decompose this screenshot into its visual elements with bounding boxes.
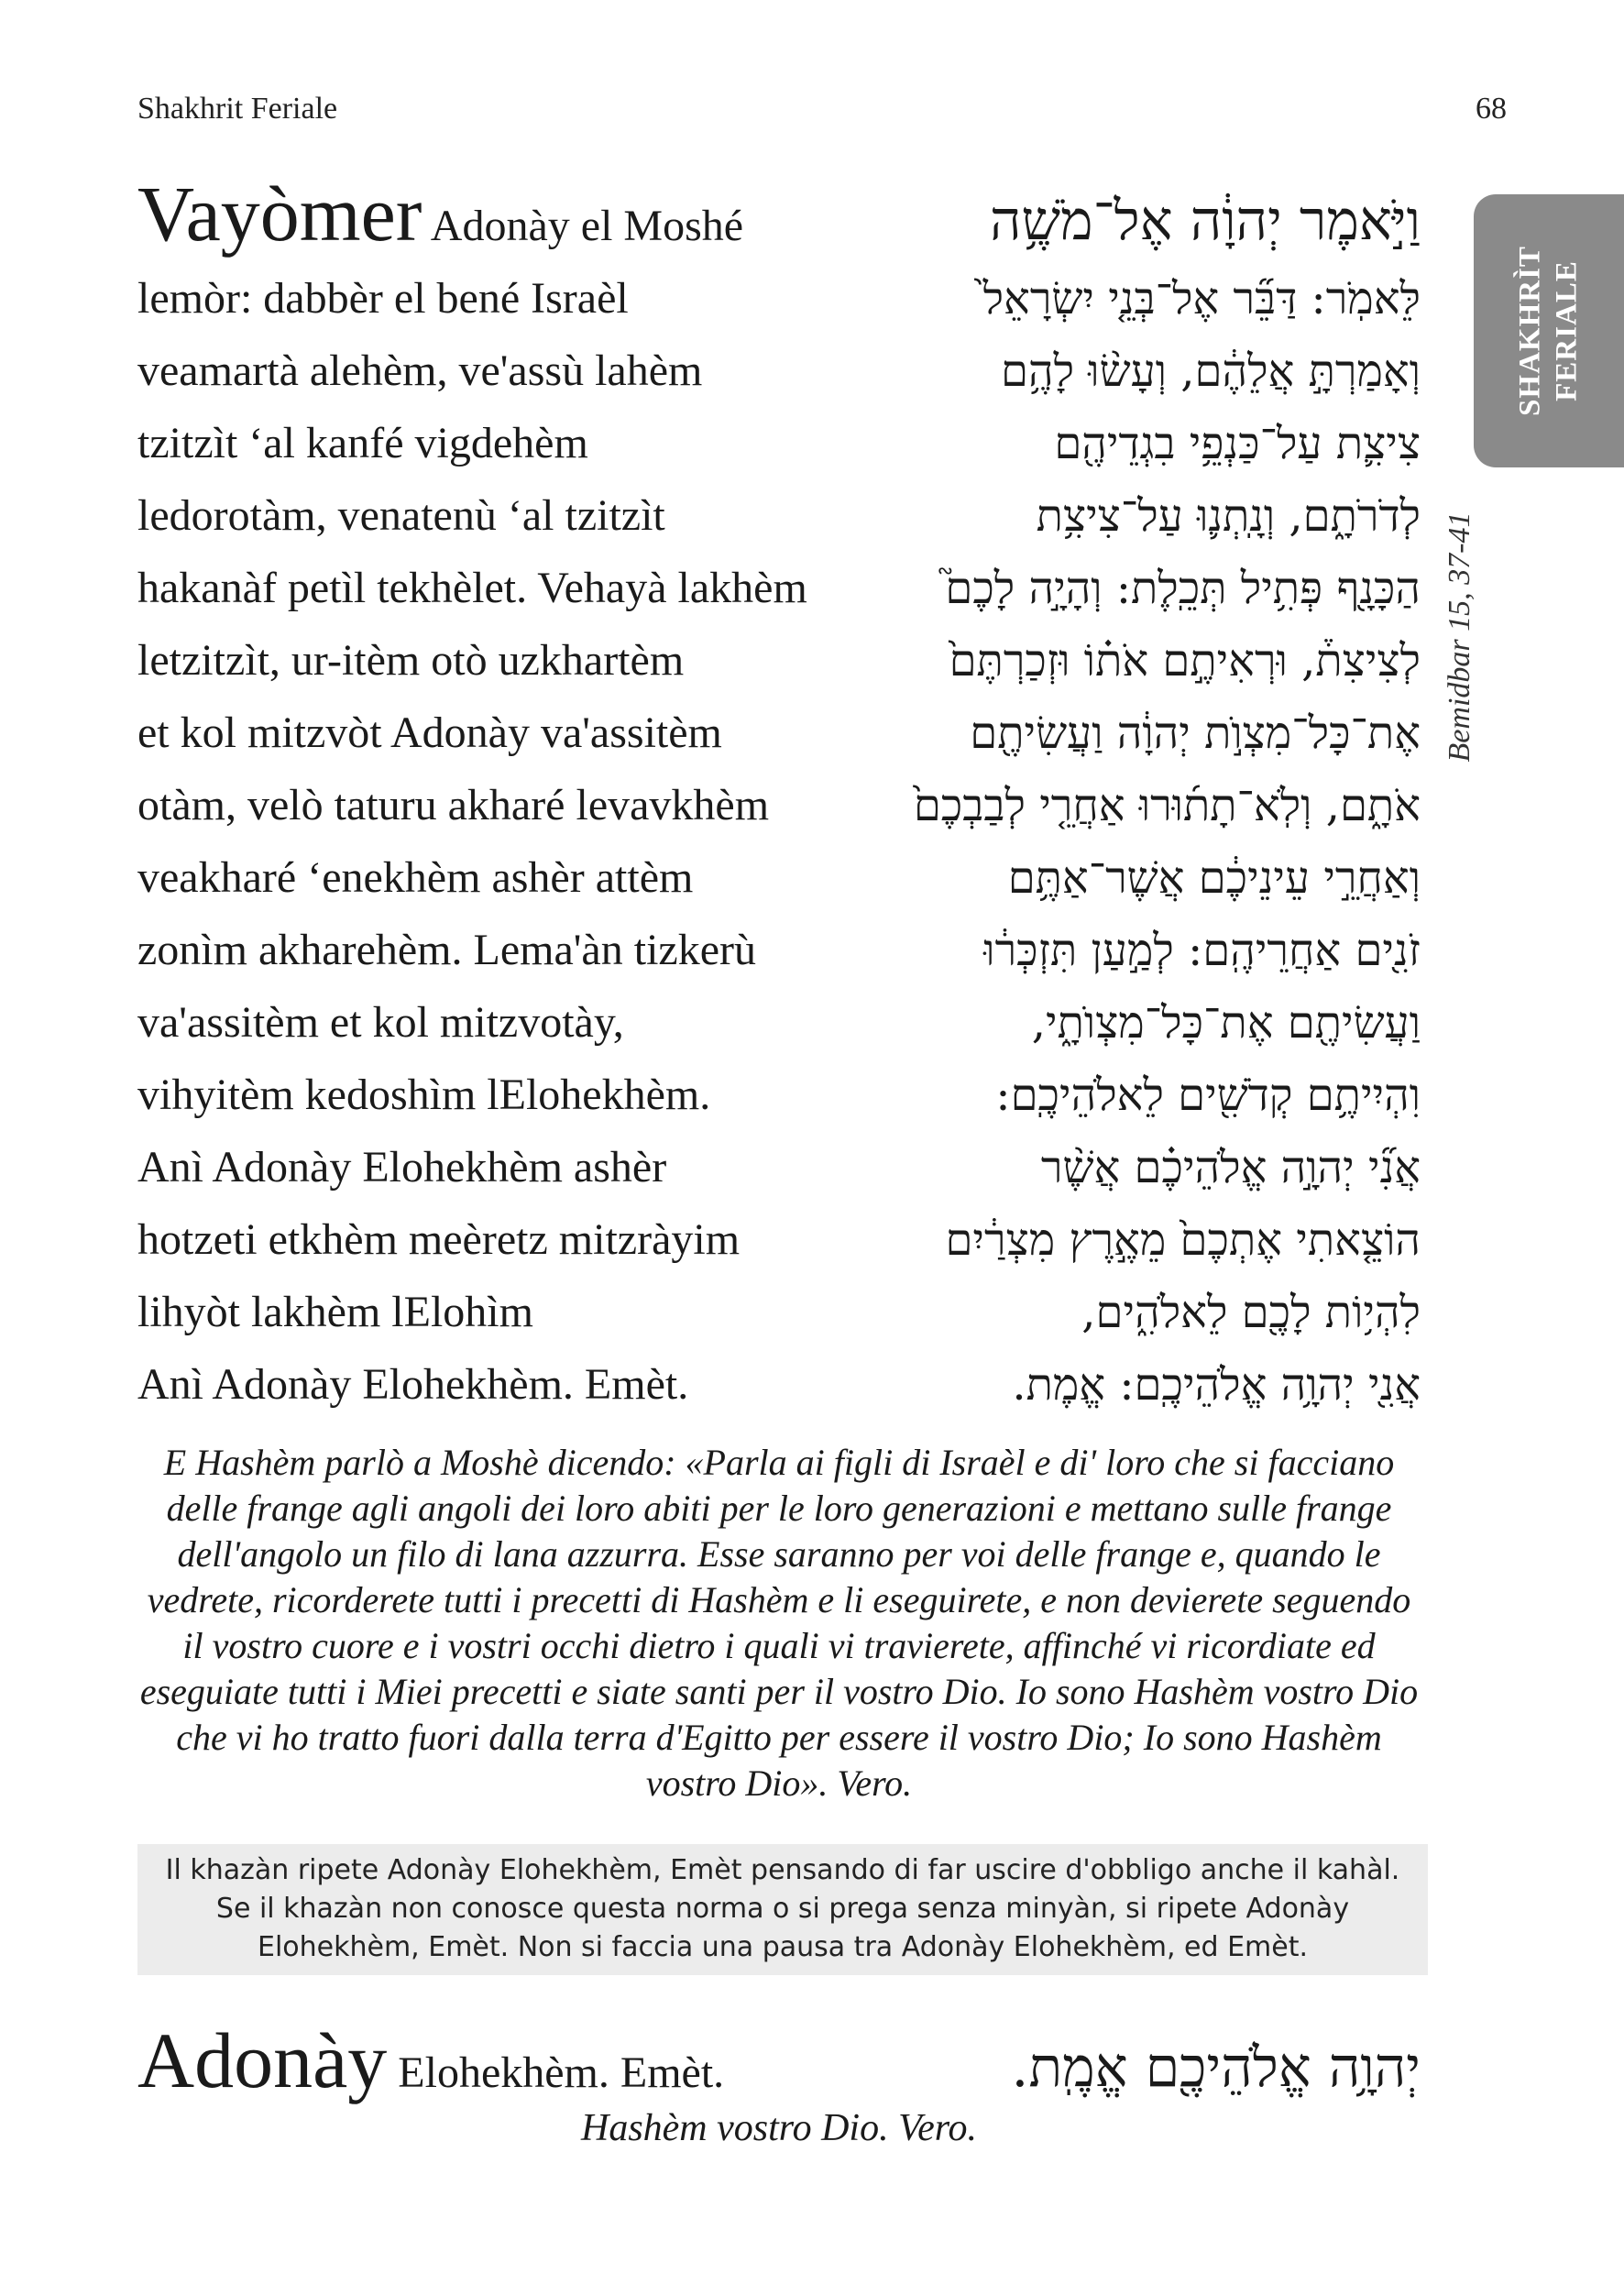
scripture-reference-text: Bemidbar 15, 37-41 <box>1443 511 1476 763</box>
section-tab-label <box>1512 246 1585 416</box>
section-title: Shakhrit Feriale <box>137 92 338 126</box>
verse-line <box>137 755 1421 831</box>
verse-line <box>137 393 1421 469</box>
verse-line <box>137 248 1421 324</box>
transliteration: veakharé ʻenekhèm ashèr attèm <box>137 853 694 902</box>
hebrew-text: לְדֹרֹתָ֑ם, וְנָֽתְנ֛וּ עַל־צִיצִ֥ת <box>1036 490 1421 542</box>
verse-line <box>137 170 1421 258</box>
italian-translation: E Hashèm parlò a Moshè dicendo: «Parla ai figli di Israèl e di' loro che si facciano delle frange agli angoli dei loro abiti per le loro generazioni e mettano sulle frange dell'angolo un filo di lana azzurra. Esse saranno per voi delle frange e, quando le vedrete, ricorderete tutti i precetti di Hashèm e li eseguirete, e non devierete seguendo il vostro cuore e i vostri occhi dietro i quali vi travierete, affinché vi ricordiate ed eseguiate tutti i Miei precetti e siate santi per il vostro Dio. Io sono Hashèm vostro Dio che vi ho tratto fuori dalla terra d'Egitto per essere il vostro Dio; Io sono Hashèm vostro Dio». Vero. <box>139 1442 1419 1804</box>
verse-line <box>137 972 1421 1049</box>
closing-hebrew: יְהוָ֥ה אֱלֹהֵיכֶ֖ם אֱמֶֽת. <box>1011 2036 1421 2100</box>
transliteration <box>137 170 744 258</box>
verse-line <box>137 828 1421 904</box>
transliteration: ledorotàm, venatenù ʻal tzitzìt <box>137 491 665 540</box>
verse-line <box>137 1262 1421 1338</box>
verse-block <box>137 170 1421 1411</box>
hebrew-text: אֲנִ֖י יְהוָ֥ה אֱלֹהֵיכֶֽם: אֱמֶת. <box>1012 1359 1421 1411</box>
hebrew-text: וְאַחֲרֵ֣י עֵינֵיכֶ֔ם אֲשֶׁר־אַתֶּ֥ם <box>1007 852 1421 904</box>
hebrew-text: לִהְי֥וֹת לָכֶ֖ם לֵאלֹהִ֑ים, <box>1081 1287 1421 1338</box>
verse-line <box>137 1190 1421 1266</box>
closing-transliteration-text: Elohekhèm. Emèt. <box>387 2048 725 2097</box>
hebrew-text: וַעֲשִׂיתֶ֖ם אֶת־כָּל־מִצְוֺתָ֑י, <box>1031 997 1421 1049</box>
transliteration: otàm, velò taturu akharé levavkhèm <box>137 781 770 829</box>
lead-word: Vayòmer <box>137 170 422 258</box>
hebrew-text: זֹנִ֖ים אַחֲרֵיהֶֽם: לְמַ֣עַן תִּזְכְּר֔וּ <box>983 925 1421 976</box>
hebrew-text: צִיצִ֛ת עַל־כַּנְפֵ֥י בִגְדֵיהֶ֖ם <box>1054 418 1421 469</box>
transliteration: vihyitèm kedoshìm lElohekhèm. <box>137 1071 711 1119</box>
hebrew-text: הַכָּנָ֖ף פְּתִ֥יל תְּכֵֽלֶת: וְהָיָ֣ה לָכֶם֮ <box>945 563 1421 614</box>
hebrew-text: וְאָמַרְתָּ֣ אֲלֵהֶ֔ם, וְעָשׂ֨וּ לָהֶ֥ם <box>1001 346 1421 397</box>
hebrew-text: וַיֹּ֣אמֶר יְהוָ֔ה אֶל־מֹשֶׁ֥ה <box>990 189 1421 253</box>
transliteration: letzitzìt, ur-itèm otò uzkhartèm <box>137 636 685 685</box>
closing-translation: Hashèm vostro Dio. Vero. <box>580 2107 978 2149</box>
transliteration: tzitzìt ʻal kanfé vigdehèm <box>137 419 588 467</box>
hebrew-text: לֵּאמֹֽר: דַּבֵּ֞ר אֶל־בְּנֵ֤י יִשְׂרָאֵל֙ <box>982 273 1421 324</box>
verse-line <box>137 1334 1421 1411</box>
transliteration: va'assitèm et kol mitzvotày, <box>137 998 624 1047</box>
verse-line <box>137 466 1421 542</box>
verse-line <box>137 538 1421 614</box>
scripture-reference <box>1437 500 1483 774</box>
transliteration: et kol mitzvòt Adonày va'assitèm <box>137 708 722 757</box>
transliteration: hakanàf petìl tekhèlet. Vehayà lakhèm <box>137 564 807 612</box>
transliteration: hotzeti etkhèm meèretz mitzràyim <box>137 1215 741 1264</box>
hebrew-text: אֹתָ֑ם, וְלֹֽא־תָת֜וּרוּ אַחֲרֵ֤י לְבַבְכֶם֙ <box>913 780 1421 831</box>
verse-line <box>137 900 1421 976</box>
verse-line <box>137 683 1421 759</box>
transliteration: zonìm akharehèm. Lema'àn tizkerù <box>137 926 756 974</box>
verse-line <box>137 1045 1421 1121</box>
closing-transliteration <box>137 2016 725 2104</box>
verse-line <box>137 610 1421 686</box>
hebrew-text: אֶת־כָּל־מִצְוֺ֣ת יְהוָ֔ה וַעֲשִׂיתֶ֖ם <box>970 708 1421 759</box>
transliteration-text: Adonày el Moshé <box>422 202 744 250</box>
section-tab <box>1474 194 1624 467</box>
transliteration: lihyòt lakhèm lElohìm <box>137 1288 533 1336</box>
hebrew-text: הוֹצֵ֤אתִי אֶתְכֶם֙ מֵאֶ֣רֶץ מִצְרַ֔יִם <box>945 1214 1421 1266</box>
transliteration: veamartà alehèm, ve'assù lahèm <box>137 346 703 395</box>
verse-line <box>137 321 1421 397</box>
running-header <box>137 92 1507 126</box>
section-tab-line-1: SHAKHRÌT <box>1513 246 1547 416</box>
section-tab-line-2: FERIALE <box>1550 260 1583 401</box>
closing-line <box>137 1996 1421 2104</box>
rubric-box: Il khazàn ripete Adonày Elohekhèm, Emèt pensando di far uscire d'obbligo anche il kahàl. Se il khazàn non conosce questa norma o si prega senza minyàn, si ripete Adonày Elohekhèm, Emèt. Non si faccia una pausa tra Adonày Elohekhèm, ed Emèt. <box>137 1844 1428 1975</box>
transliteration: Anì Adonày Elohekhèm ashèr <box>137 1143 667 1191</box>
hebrew-text: אֲנִ֞י יְהוָ֣ה אֱלֹהֵיכֶ֗ם אֲשֶׁ֨ר <box>1040 1142 1421 1193</box>
verse-line <box>137 1117 1421 1193</box>
closing-lead-word: Adonày <box>137 2016 388 2104</box>
page-number: 68 <box>1476 92 1507 126</box>
transliteration: lemòr: dabbèr el bené Israèl <box>137 274 629 323</box>
hebrew-text: וִהְיִיתֶ֥ם קְדֹשִׁ֖ים לֵאלֹהֵיכֶֽם: <box>995 1070 1421 1121</box>
transliteration: Anì Adonày Elohekhèm. Emèt. <box>137 1360 689 1409</box>
hebrew-text: לְצִיצִת֒, וּרְאִיתֶ֣ם אֹת֗וֹ וּזְכַרְתֶּם֙ <box>949 635 1421 686</box>
